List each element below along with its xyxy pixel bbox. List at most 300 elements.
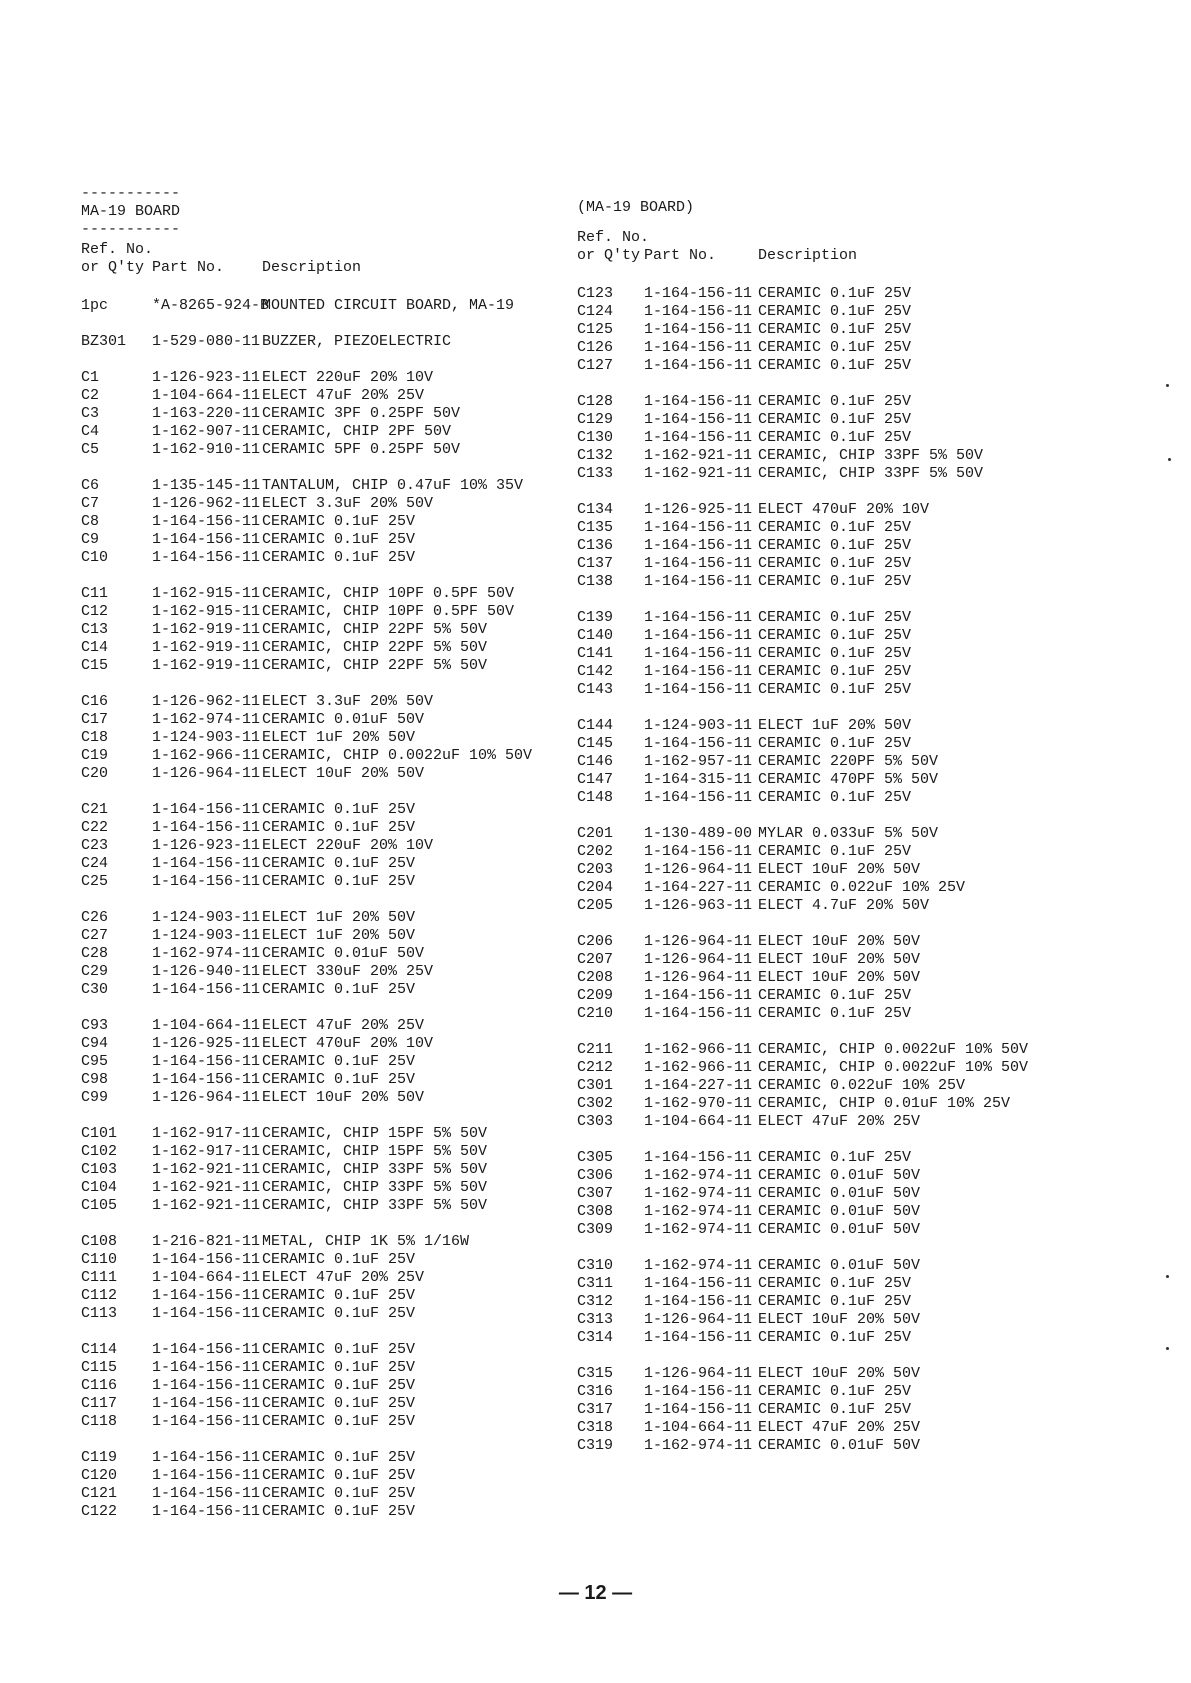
part-no: 1-164-227-11 <box>644 1077 753 1094</box>
description: CERAMIC 0.1uF 25V <box>758 609 912 626</box>
table-row <box>577 411 1097 429</box>
description: ELECT 3.3uF 20% 50V <box>262 693 434 710</box>
table-row <box>81 873 561 891</box>
header-qty: or Q'ty <box>577 247 641 264</box>
table-row <box>81 1287 561 1305</box>
part-no: 1-162-919-11 <box>152 621 261 638</box>
part-no: 1-164-156-11 <box>152 801 261 818</box>
part-no: 1-124-903-11 <box>152 909 261 926</box>
part-no: 1-164-156-11 <box>644 411 753 428</box>
description: CERAMIC, CHIP 0.01uF 10% 25V <box>758 1095 1011 1112</box>
part-no: 1-104-664-11 <box>152 1017 261 1034</box>
table-row <box>81 405 561 423</box>
table-row <box>81 927 561 945</box>
ref-no: C110 <box>81 1251 118 1268</box>
ref-no: C125 <box>577 321 614 338</box>
description: ELECT 47uF 20% 25V <box>758 1113 921 1130</box>
table-row <box>577 843 1097 861</box>
description: ELECT 1uF 20% 50V <box>262 927 416 944</box>
description: CERAMIC 0.1uF 25V <box>262 1287 416 1304</box>
part-no: 1-104-664-11 <box>644 1113 753 1130</box>
description: CERAMIC 0.1uF 25V <box>262 819 416 836</box>
ref-no: C12 <box>81 603 109 620</box>
ref-no: C318 <box>577 1419 614 1436</box>
description: CERAMIC 0.1uF 25V <box>262 873 416 890</box>
table-row <box>81 1089 561 1107</box>
table-row <box>81 747 561 765</box>
part-no: 1-126-964-11 <box>152 1089 261 1106</box>
table-row <box>577 555 1097 573</box>
table-row <box>81 495 561 513</box>
header-description: Description <box>758 247 858 264</box>
table-row <box>577 879 1097 897</box>
description: CERAMIC 0.1uF 25V <box>758 519 912 536</box>
table-row <box>577 1419 1097 1437</box>
board-title-continued: (MA-19 BOARD) <box>577 199 695 216</box>
part-no: 1-164-156-11 <box>152 531 261 548</box>
ref-no: C9 <box>81 531 100 548</box>
part-no: 1-162-957-11 <box>644 753 753 770</box>
ref-no: C119 <box>81 1449 118 1466</box>
part-no: 1-126-964-11 <box>644 951 753 968</box>
table-row <box>81 1269 561 1287</box>
part-no: 1-162-974-11 <box>644 1257 753 1274</box>
description: CERAMIC 0.1uF 25V <box>758 1293 912 1310</box>
table-row <box>81 1449 561 1467</box>
description: CERAMIC 5PF 0.25PF 50V <box>262 441 461 458</box>
part-no: 1-126-925-11 <box>644 501 753 518</box>
description: CERAMIC, CHIP 33PF 5% 50V <box>758 447 984 464</box>
table-row <box>577 1005 1097 1023</box>
part-no: 1-130-489-00 <box>644 825 753 842</box>
part-no: 1-164-156-11 <box>152 1377 261 1394</box>
description: ELECT 10uF 20% 50V <box>758 969 921 986</box>
table-row <box>577 897 1097 915</box>
description: CERAMIC 0.01uF 50V <box>262 945 425 962</box>
table-row <box>81 1197 561 1215</box>
table-row <box>81 909 561 927</box>
description: CERAMIC, CHIP 2PF 50V <box>262 423 452 440</box>
description: MOUNTED CIRCUIT BOARD, MA-19 <box>262 297 515 314</box>
part-no: 1-162-974-11 <box>644 1203 753 1220</box>
ref-no: C145 <box>577 735 614 752</box>
part-no: 1-164-156-11 <box>152 1359 261 1376</box>
part-no: 1-164-156-11 <box>644 627 753 644</box>
table-row <box>577 429 1097 447</box>
table-row <box>577 1365 1097 1383</box>
table-row <box>81 513 561 531</box>
ref-no: C117 <box>81 1395 118 1412</box>
description: ELECT 47uF 20% 25V <box>262 1269 425 1286</box>
part-no: 1-162-970-11 <box>644 1095 753 1112</box>
description: CERAMIC 0.1uF 25V <box>758 555 912 572</box>
ref-no: C104 <box>81 1179 118 1196</box>
part-no: 1-164-156-11 <box>644 357 753 374</box>
description: CERAMIC 0.1uF 25V <box>758 339 912 356</box>
part-no: 1-164-156-11 <box>644 1401 753 1418</box>
table-row <box>81 1035 561 1053</box>
description: CERAMIC 0.1uF 25V <box>758 573 912 590</box>
description: ELECT 10uF 20% 50V <box>262 765 425 782</box>
ref-no: C10 <box>81 549 109 566</box>
ref-no: C147 <box>577 771 614 788</box>
description: CERAMIC 0.1uF 25V <box>262 1467 416 1484</box>
part-no: 1-126-964-11 <box>644 1311 753 1328</box>
right-column <box>577 197 1097 1455</box>
table-row <box>81 297 561 315</box>
table-row <box>577 1437 1097 1455</box>
table-row <box>81 1071 561 1089</box>
table-row <box>577 951 1097 969</box>
ref-no: C113 <box>81 1305 118 1322</box>
ref-no: C19 <box>81 747 109 764</box>
ref-no: C3 <box>81 405 100 422</box>
ref-no: C126 <box>577 339 614 356</box>
part-no: 1-164-156-11 <box>644 537 753 554</box>
table-row <box>81 531 561 549</box>
table-row <box>577 1185 1097 1203</box>
ref-no: C114 <box>81 1341 118 1358</box>
header-part-no: Part No. <box>152 259 225 276</box>
ref-no: C308 <box>577 1203 614 1220</box>
column-header <box>577 229 1097 267</box>
ref-no: C16 <box>81 693 109 710</box>
part-no: 1-164-156-11 <box>152 981 261 998</box>
part-no: 1-162-974-11 <box>644 1221 753 1238</box>
part-no: 1-164-156-11 <box>644 573 753 590</box>
table-row <box>81 1485 561 1503</box>
description: CERAMIC 0.1uF 25V <box>758 429 912 446</box>
table-row <box>577 519 1097 537</box>
description: CERAMIC 0.1uF 25V <box>758 1005 912 1022</box>
ref-no: C18 <box>81 729 109 746</box>
description: ELECT 10uF 20% 50V <box>758 1311 921 1328</box>
description: CERAMIC 0.1uF 25V <box>758 303 912 320</box>
description: MYLAR 0.033uF 5% 50V <box>758 825 939 842</box>
ref-no: C2 <box>81 387 100 404</box>
ref-no: C28 <box>81 945 109 962</box>
table-row <box>81 801 561 819</box>
table-row <box>577 663 1097 681</box>
part-no: 1-126-964-11 <box>644 969 753 986</box>
table-row <box>81 1053 561 1071</box>
table-row <box>81 1341 561 1359</box>
table-row <box>81 1251 561 1269</box>
part-no: 1-164-156-11 <box>644 789 753 806</box>
part-no: 1-162-974-11 <box>152 711 261 728</box>
ref-no: C116 <box>81 1377 118 1394</box>
description: CERAMIC 0.1uF 25V <box>758 321 912 338</box>
page-number: — 12 — <box>558 1582 633 1604</box>
description: CERAMIC, CHIP 22PF 5% 50V <box>262 657 488 674</box>
description: CERAMIC, CHIP 22PF 5% 50V <box>262 639 488 656</box>
table-row <box>81 621 561 639</box>
part-no: 1-126-964-11 <box>644 1365 753 1382</box>
table-row <box>577 789 1097 807</box>
part-no: 1-162-907-11 <box>152 423 261 440</box>
part-no: 1-164-156-11 <box>152 1251 261 1268</box>
part-no: 1-164-156-11 <box>152 1449 261 1466</box>
description: CERAMIC 0.01uF 50V <box>758 1185 921 1202</box>
table-row <box>81 603 561 621</box>
part-no: 1-162-966-11 <box>644 1041 753 1058</box>
part-no: 1-162-966-11 <box>644 1059 753 1076</box>
table-row <box>577 501 1097 519</box>
description: CERAMIC 0.1uF 25V <box>262 1413 416 1430</box>
table-row <box>577 627 1097 645</box>
part-no: 1-164-156-11 <box>644 321 753 338</box>
ref-no: C4 <box>81 423 100 440</box>
description: CERAMIC 0.1uF 25V <box>758 627 912 644</box>
ref-no: C207 <box>577 951 614 968</box>
description: ELECT 220uF 20% 10V <box>262 837 434 854</box>
ref-no: C115 <box>81 1359 118 1376</box>
ref-no: C210 <box>577 1005 614 1022</box>
description: ELECT 47uF 20% 25V <box>758 1419 921 1436</box>
part-no: 1-162-974-11 <box>644 1437 753 1454</box>
description: ELECT 470uF 20% 10V <box>758 501 930 518</box>
table-row <box>81 945 561 963</box>
part-no: 1-529-080-11 <box>152 333 261 350</box>
part-no: 1-164-156-11 <box>644 1005 753 1022</box>
table-row <box>577 1149 1097 1167</box>
ref-no: C23 <box>81 837 109 854</box>
ref-no: 1pc <box>81 297 109 314</box>
description: CERAMIC, CHIP 22PF 5% 50V <box>262 621 488 638</box>
part-no: 1-164-156-11 <box>644 339 753 356</box>
table-row <box>577 303 1097 321</box>
part-no: 1-126-964-11 <box>644 861 753 878</box>
ref-no: C94 <box>81 1035 109 1052</box>
table-row <box>81 1017 561 1035</box>
ref-no: C30 <box>81 981 109 998</box>
table-row <box>81 441 561 459</box>
table-row <box>81 387 561 405</box>
table-row <box>577 1221 1097 1239</box>
description: CERAMIC 0.1uF 25V <box>262 513 416 530</box>
table-row <box>577 1329 1097 1347</box>
table-row <box>577 321 1097 339</box>
table-row <box>81 1233 561 1251</box>
ref-no: BZ301 <box>81 333 127 350</box>
ref-no: C122 <box>81 1503 118 1520</box>
ref-no: C201 <box>577 825 614 842</box>
description: CERAMIC 0.1uF 25V <box>262 1449 416 1466</box>
part-no: 1-164-156-11 <box>644 681 753 698</box>
table-row <box>577 357 1097 375</box>
description: CERAMIC 0.1uF 25V <box>262 981 416 998</box>
ref-no: C307 <box>577 1185 614 1202</box>
part-no: 1-126-940-11 <box>152 963 261 980</box>
description: ELECT 10uF 20% 50V <box>262 1089 425 1106</box>
description: ELECT 10uF 20% 50V <box>758 861 921 878</box>
part-no: 1-104-664-11 <box>644 1419 753 1436</box>
table-row <box>577 573 1097 591</box>
top-rule: ----------- <box>81 185 181 202</box>
ref-no: C314 <box>577 1329 614 1346</box>
description: ELECT 1uF 20% 50V <box>262 729 416 746</box>
table-row <box>577 735 1097 753</box>
description: ELECT 10uF 20% 50V <box>758 951 921 968</box>
part-no: 1-164-156-11 <box>152 1071 261 1088</box>
ref-no: C141 <box>577 645 614 662</box>
table-row <box>577 447 1097 465</box>
ref-no: C301 <box>577 1077 614 1094</box>
ref-no: C212 <box>577 1059 614 1076</box>
ref-no: C144 <box>577 717 614 734</box>
header-ref-no: Ref. No. <box>81 241 154 258</box>
description: CERAMIC 0.1uF 25V <box>262 1395 416 1412</box>
description: CERAMIC, CHIP 10PF 0.5PF 50V <box>262 603 515 620</box>
description: CERAMIC 0.1uF 25V <box>262 801 416 818</box>
part-no: 1-164-156-11 <box>152 1341 261 1358</box>
ref-no: C105 <box>81 1197 118 1214</box>
part-no: 1-104-664-11 <box>152 387 261 404</box>
part-no: 1-162-910-11 <box>152 441 261 458</box>
part-no: 1-164-156-11 <box>644 1149 753 1166</box>
table-row <box>577 1059 1097 1077</box>
part-no: 1-162-974-11 <box>644 1185 753 1202</box>
table-row <box>81 1359 561 1377</box>
table-row <box>81 1305 561 1323</box>
table-row <box>577 771 1097 789</box>
ref-no: C137 <box>577 555 614 572</box>
description: CERAMIC 0.1uF 25V <box>758 735 912 752</box>
description: CERAMIC 0.1uF 25V <box>758 789 912 806</box>
ref-no: C15 <box>81 657 109 674</box>
ref-no: C27 <box>81 927 109 944</box>
ref-no: C93 <box>81 1017 109 1034</box>
ref-no: C203 <box>577 861 614 878</box>
table-row <box>577 1041 1097 1059</box>
description: CERAMIC, CHIP 33PF 5% 50V <box>262 1179 488 1196</box>
table-row <box>577 1383 1097 1401</box>
part-no: 1-164-156-11 <box>644 303 753 320</box>
ref-no: C21 <box>81 801 109 818</box>
ref-no: C202 <box>577 843 614 860</box>
ref-no: C121 <box>81 1485 118 1502</box>
part-no: 1-126-923-11 <box>152 369 261 386</box>
ref-no: C140 <box>577 627 614 644</box>
table-row <box>81 1503 561 1521</box>
ref-no: C315 <box>577 1365 614 1382</box>
ref-no: C205 <box>577 897 614 914</box>
table-row <box>81 711 561 729</box>
left-parts-table <box>81 297 561 1521</box>
description: CERAMIC 0.1uF 25V <box>262 1485 416 1502</box>
table-row <box>81 1143 561 1161</box>
ref-no: C14 <box>81 639 109 656</box>
part-no: 1-162-915-11 <box>152 603 261 620</box>
part-no: 1-162-921-11 <box>152 1197 261 1214</box>
ref-no: C20 <box>81 765 109 782</box>
ref-no: C208 <box>577 969 614 986</box>
table-row <box>577 753 1097 771</box>
description: CERAMIC, CHIP 33PF 5% 50V <box>262 1197 488 1214</box>
table-row <box>577 285 1097 303</box>
ref-no: C29 <box>81 963 109 980</box>
ref-no: C11 <box>81 585 109 602</box>
left-column <box>81 187 561 1521</box>
table-row <box>81 981 561 999</box>
part-no: 1-163-220-11 <box>152 405 261 422</box>
part-no: 1-164-156-11 <box>644 735 753 752</box>
ref-no: C129 <box>577 411 614 428</box>
ref-no: C136 <box>577 537 614 554</box>
part-no: 1-162-919-11 <box>152 639 261 656</box>
description: CERAMIC, CHIP 10PF 0.5PF 50V <box>262 585 515 602</box>
part-no: 1-164-156-11 <box>152 513 261 530</box>
description: CERAMIC 0.01uF 50V <box>758 1167 921 1184</box>
part-no: 1-162-974-11 <box>644 1167 753 1184</box>
part-no: 1-164-156-11 <box>152 1305 261 1322</box>
ref-no: C139 <box>577 609 614 626</box>
ref-no: C101 <box>81 1125 118 1142</box>
ref-no: C120 <box>81 1467 118 1484</box>
table-row <box>577 969 1097 987</box>
description: CERAMIC 0.1uF 25V <box>758 357 912 374</box>
ref-no: C311 <box>577 1275 614 1292</box>
part-no: 1-162-917-11 <box>152 1143 261 1160</box>
ref-no: C24 <box>81 855 109 872</box>
ref-no: C316 <box>577 1383 614 1400</box>
ref-no: C1 <box>81 369 100 386</box>
part-no: 1-162-974-11 <box>152 945 261 962</box>
part-no: 1-164-315-11 <box>644 771 753 788</box>
description: ELECT 1uF 20% 50V <box>262 909 416 926</box>
bottom-rule: ----------- <box>81 221 181 238</box>
table-row <box>577 1275 1097 1293</box>
ref-no: C8 <box>81 513 100 530</box>
description: CERAMIC 0.1uF 25V <box>758 1149 912 1166</box>
description: ELECT 47uF 20% 25V <box>262 1017 425 1034</box>
table-row <box>577 1401 1097 1419</box>
ref-no: C6 <box>81 477 100 494</box>
ref-no: C306 <box>577 1167 614 1184</box>
table-row <box>577 609 1097 627</box>
ref-no: C111 <box>81 1269 118 1286</box>
table-row <box>577 339 1097 357</box>
description: CERAMIC 0.1uF 25V <box>758 1329 912 1346</box>
description: METAL, CHIP 1K 5% 1/16W <box>262 1233 470 1250</box>
part-no: 1-164-156-11 <box>152 1287 261 1304</box>
table-row <box>577 825 1097 843</box>
table-row <box>81 1395 561 1413</box>
part-no: 1-135-145-11 <box>152 477 261 494</box>
description: ELECT 470uF 20% 10V <box>262 1035 434 1052</box>
ref-no: C143 <box>577 681 614 698</box>
description: CERAMIC 0.01uF 50V <box>758 1203 921 1220</box>
ref-no: C127 <box>577 357 614 374</box>
table-row <box>577 1095 1097 1113</box>
table-row <box>577 861 1097 879</box>
description: ELECT 220uF 20% 10V <box>262 369 434 386</box>
ref-no: C99 <box>81 1089 109 1106</box>
ref-no: C146 <box>577 753 614 770</box>
table-row <box>577 1311 1097 1329</box>
description: CERAMIC, CHIP 33PF 5% 50V <box>758 465 984 482</box>
part-no: 1-162-919-11 <box>152 657 261 674</box>
ref-no: C26 <box>81 909 109 926</box>
part-no: 1-164-156-11 <box>644 609 753 626</box>
description: CERAMIC, CHIP 0.0022uF 10% 50V <box>758 1041 1029 1058</box>
table-row <box>81 585 561 603</box>
ref-no: C305 <box>577 1149 614 1166</box>
description: CERAMIC, CHIP 0.0022uF 10% 50V <box>758 1059 1029 1076</box>
table-row <box>81 1125 561 1143</box>
part-no: 1-164-156-11 <box>152 549 261 566</box>
table-row <box>81 765 561 783</box>
